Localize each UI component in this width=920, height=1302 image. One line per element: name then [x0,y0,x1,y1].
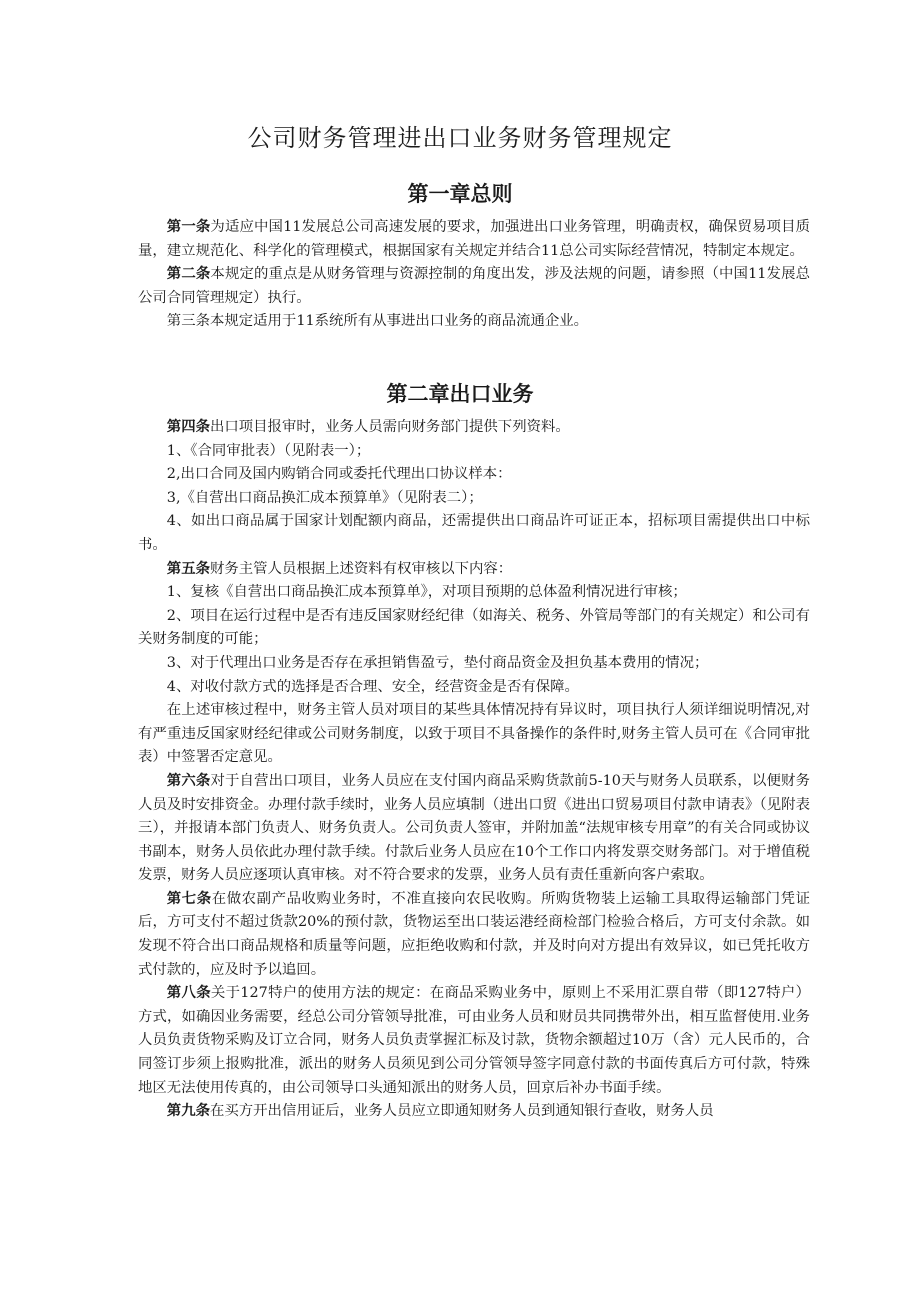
article-5-item-4: 4、对收付款方式的选择是否合理、安全，经营资金是否有保障。 [166,678,579,695]
article-4-item-2: 2,出口合同及国内购销合同或委托代理出口协议样本： [166,466,512,483]
article-5-item-1: 1、复核《自营出口商品换汇成本预算单》，对项目预期的总体盈利情况进行审核； [166,584,687,601]
article-4: 第四条出口项目报审时，业务人员需向财务部门提供下列资料。 [166,419,570,435]
article-3: 第三条本规定适用于11系统所有从事进出口业务的商品流通企业。 [166,313,589,330]
chapter-heading-1: 第一章总则 [407,182,513,206]
article-5-note: 在上述审核过程中，财务主管人员对项目的某些具体情况持有异议时，项目执行人须详细说明情况,对有严重违反国家财经纪律或公司财务制度，以致于项目不具备操作的条件时,财务主管人员可在《合同审批表）中签署否定意见。 [138,702,810,766]
article-8: 第八条关于127特户的使用方法的规定：在商品采购业务中，原则上不采用汇票自带（即127特户）方式，如确因业务需要，经总公司分管领导批准，可由业务人员和财员共同携带外出，相互监督使用.业务人员负责货物采购及订立合同，财务人员负责掌握汇标及讨款，货物余额超过10万（含）元人民币的，合同签订步须上报购批准，派出的财务人员须见到公司分管领导签字同意付款的书面传真后方可付款，特殊地区无法使用传真的，由公司领导口头通知派出的财务人员，回京后补办书面手续。 [138,985,810,1096]
article-9: 第九条在买方开出信用证后，业务人员应立即通知财务人员到通知银行查收，财务人员 [166,1103,714,1120]
article-2: 第二条本规定的重点是从财务管理与资源控制的角度出发，涉及法规的问题，请参照（中国11发展总公司合同管理规定）执行。 [138,266,810,306]
article-1: 第一条为适应中国11发展总公司高速发展的要求，加强进出口业务管理，明确责权，确保贸易项目质量，建立规范化、科学化的管理模式，根据国家有关规定并结合11总公司实际经营情况，特制定本规定。 [138,219,810,259]
article-5: 第五条财务主管人员根据上述资料有权审核以下内容： [166,560,513,577]
article-5-item-3: 3、对于代理出口业务是否存在承担销售盈亏，垫付商品资金及担负基本费用的情况； [166,654,709,671]
article-4-item-4: 4、如出口商品属于国家计划配额内商品，还需提供出口商品许可证正本，招标项目需提供出口中标书。 [138,513,810,553]
chapter-heading-2: 第二章出口业务 [386,382,534,406]
article-4-item-3: 3,《自营出口商品换汇成本预算单》（见附表二）； [166,489,483,506]
article-4-item-1: 1、《合同审批表）（见附表一）； [166,442,371,459]
document-title: 公司财务管理进出口业务财务管理规定 [247,124,673,152]
article-7: 第七条在做农副产品收购业务时，不准直接向农民收购。所购货物装上运输工具取得运输部门凭证后，方可支付不超过货款20%的预付款，货物运至出口装运港经商检部门检验合格后，方可支付余款。如发现不符合出口商品规格和质量等问题，应拒绝收购和付款，并及时向对方提出有效异议，如已凭托收方式付款的，应及时予以追回。 [138,890,810,978]
chapter-2-body [138,416,810,1124]
article-5-item-2: 2、项目在运行过程中是否有违反国家财经纪律（如海关、税务、外管局等部门的有关规定）和公司有关财务制度的可能； [138,607,810,648]
article-6: 第六条对于自营出口项目，业务人员应在支付国内商品采购货款前5-10天与财务人员联系，以便财务人员及时安排资金。办理付款手续时，业务人员应填制（进出口贸《进出口贸易项目付款申请表》（见附表三），并报请本部门负责人、财务负责人。公司负责人签审，并附加盖“法规审核专用章”的有关合同或协议书副本，财务人员依此办理付款手续。付款后业务人员应在10个工作口内将发票交财务部门。对于增值税发票，财务人员应逐项认真审核。对不符合要求的发票，业务人员有责任重新向客户索取。 [138,772,810,884]
chapter-1-body [138,216,810,334]
